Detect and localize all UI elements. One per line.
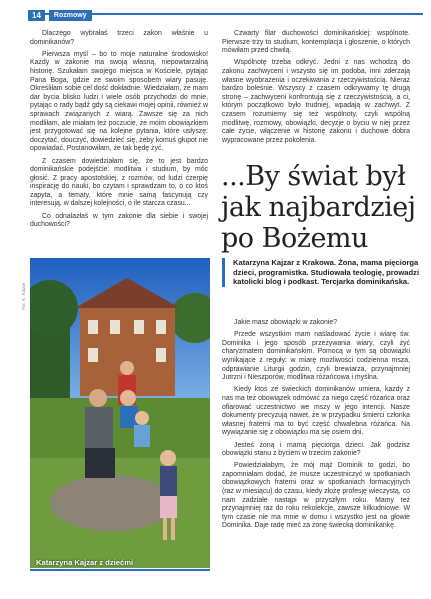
right-bottom-column	[222, 319, 410, 535]
article-title: ...By świat był jak najbardziej po Bożemu	[221, 161, 416, 254]
article-lead: Katarzyna Kajzar z Krakowa. Żona, mama pięciorga dzieci, programistka. Studiowała teologię, prowadzi katolicki blog i podkast. Tercjarka dominikańska.	[222, 258, 423, 287]
answer-paragraph: Przede wszystkim mam naśladować życie i wiarę św. Dominika i jego sposób przeżywania wiary, czyli żyć charyzmatem dominikańskim. Pomocą w tym są obowiązki wynikające z reguły: w miarę możliwości codzienna msza, odprawianie Liturgii godzin, czyli brewiarza, przynajmniej Jutrzni i Nieszporów, modlitwa różańcowa i myślna.	[222, 331, 410, 382]
answer-paragraph: Z czasem dowiedziałam się, że to jest bardzo dominikańskie podejście: modlitwa i studium, by móc głosić. Z pracy apostolskiej, z rozmów, od ludzi czerpię inspirację do nauki, bo czytam i sprawdzam to, o co ktoś zapyta, a tematy, które mnie samą fascynują czy interesują, w dalszej kolejności, o ile starcza czasu...	[30, 157, 208, 208]
question-paragraph: Co odnalazłaś w tym zakonie dla siebie i swojej duchowości?	[30, 212, 208, 229]
answer-paragraph: Pierwsza myśl – bo to moje naturalne środowisko! Każdy w zakonie ma swoją własną, niepowtarzalną historię. Szukałam swojego miejsca w Kościele, pytając Pana Boga, gdzie ze swoim sposobem wiary pasuję. Określiłam sobie cel dość dokładnie. Wiedziałam, że mam dar bycia blisko ludzi i wiele osób przychodzi do mnie, pytając o rady bądź gdy są ciekawi mojej opinii, również w sprawach związanych z wiarą. Zawsze się za nich modliłam, ale miałam też poczucie, że moim obowiązkiem jest przygotować się na kolejne pytania, które usłyszę: doczytać, douczyć, dowiedzieć się, żeby komuś głupot nie opowiadać. Postanowiłam, że tak będę żyć.	[30, 50, 208, 153]
family-photo-illustration	[30, 258, 210, 568]
right-top-column	[222, 30, 410, 149]
answer-paragraph: Kiedy ktoś ze świeckich dominikanów umiera, każdy z nas ma też obowiązek odmówić za niego część różańca oraz ofiarować uczestnictwo we mszy w jego intencji. Nasze dokumenty precyzują nawet, że w przypadku śmierci członka własnej fraterni ma to być część chwalebna różańca. Na wywiązanie się z obowiązku ma się osiem dni.	[222, 386, 410, 437]
page-number: 14	[28, 10, 45, 21]
question-paragraph: Jakie masz obowiązki w zakonie?	[234, 319, 338, 326]
section-label: Rozmowy	[49, 10, 92, 21]
page-header	[28, 10, 92, 21]
left-column	[30, 30, 208, 233]
photo-caption: Katarzyna Kajzar z dziećmi	[36, 558, 134, 567]
answer-paragraph: Powiedziałabym, że mój mąż Dominik to godzi, bo zapomniałam dodać, że musze uczestniczyć w spotkaniach obowiązkowych fraterni oraz w spotkaniach formacyjnych (raz w miesiącu) do czasu, kiedy złożę profesję wieczystą, co nam zadziałe nastąpi w przyszłym roku. Mamy też przynajmniej raz do roku rekolekcje, zawsze kilkudniowe. W tym czasie nie ma mnie w domu i wszystko jest na głowie Dominika. Daje radę mieć za żonę świecką dominikankę.	[222, 462, 410, 530]
question-paragraph: Dlaczego wybrałaś trzeci zakon właśnie u dominikanów?	[30, 30, 208, 46]
answer-paragraph: Wspólnotę trzeba odkryć. Jedni z nas wchodzą do zakonu zachwyceni i wszysto się im podoba, inni zderzają własne wyobrażenia i oczekiwania z rzeczywistością. Nieraz bardzo boleśnie. Wszyscy z czasem odkrywamy tę drugą stronę – zachwyceni konfrontują się z rzeczywistością, a ci, którym początkowo było trudniej, wpadają w zachwyt. Z czasem rozumiemy się też wspólnoty, czyli wspólną modlitwę, rozmowy, obowiązki, decyzje o byciu w niej przez całe życie, włączenie w historię zakonu i duchowe dobra wypracowane przez pokolenia.	[222, 59, 410, 144]
photo-bottom-rule	[30, 569, 210, 571]
answer-paragraph: Czwarty filar duchowości dominikańskiej: wspólnote. Pierwsze trzy to studium, kontemplacja i głoszenie, o których mówiłam przed chwilą.	[222, 30, 410, 55]
family-photo	[30, 258, 210, 568]
question-paragraph: Jesteś żoną i mamą pięciorga dzieci. Jak godzisz obowiązki stanu z byciem w trzecim zakonie?	[222, 441, 410, 458]
photo-credit: Fot. K. Kajzar	[21, 282, 26, 310]
photo-caption-bar	[30, 553, 210, 569]
